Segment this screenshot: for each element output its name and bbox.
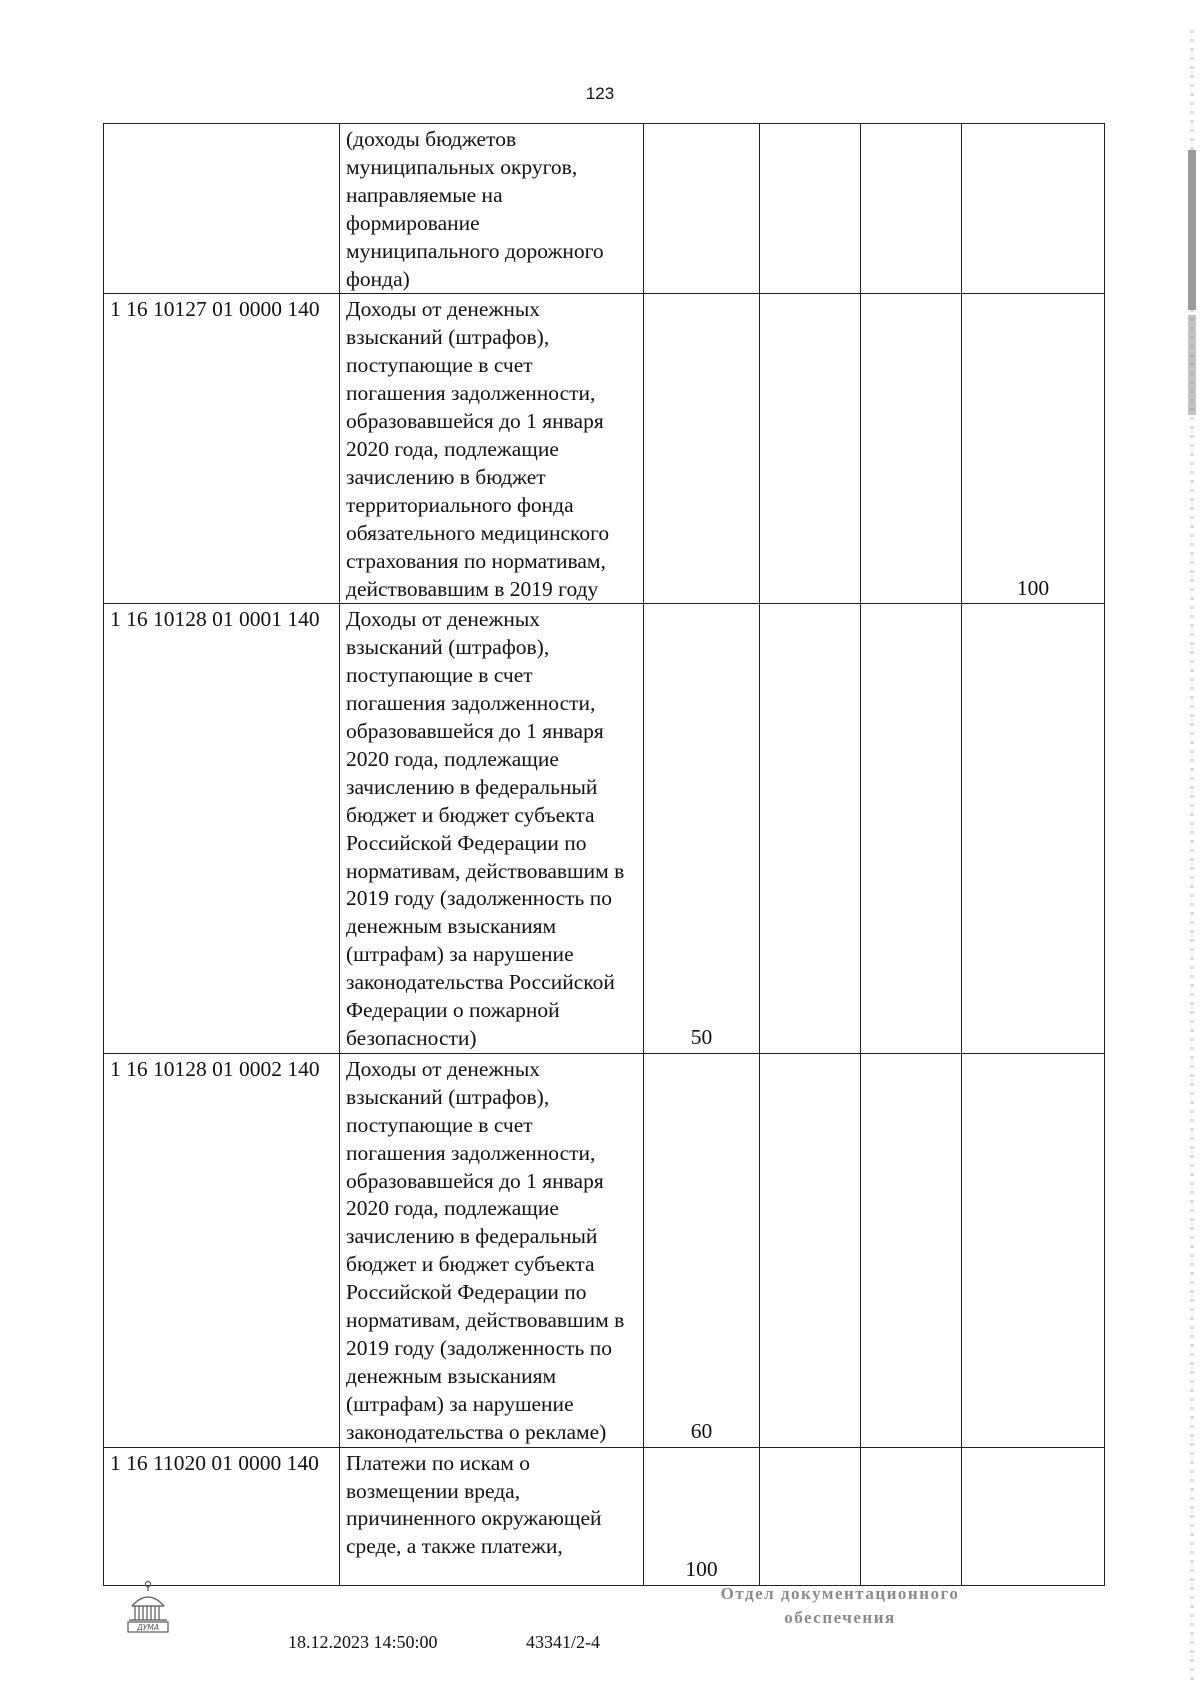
svg-text:ДУМА: ДУМА bbox=[136, 1623, 160, 1632]
value-cell-4 bbox=[962, 1053, 1105, 1447]
value-cell-2 bbox=[760, 124, 861, 294]
value-cell-2 bbox=[760, 604, 861, 1054]
description-cell bbox=[340, 294, 644, 604]
description-text: Доходы от денежных взысканий (штрафов), поступающие в счет погашения задолженности, образовавшейся до 1 января 2020 года, подлежащие зачислению в федеральный бюджет и бюджет субъекта Российской Федерации по нормативам, действовавшим в 2019 году (задолженность по денежным взысканиям (штрафам) за нарушение законодательства о рекламе) bbox=[346, 1056, 625, 1444]
department-stamp bbox=[690, 1582, 990, 1630]
value-cell-2 bbox=[760, 294, 861, 604]
description-text: (доходы бюджетов муниципальных округов, направляемые на формирование муниципального дорожного фонда) bbox=[346, 127, 604, 291]
description-cell bbox=[340, 1053, 644, 1447]
budget-code-cell bbox=[104, 124, 340, 294]
table-row bbox=[104, 604, 1105, 1054]
description-cell bbox=[340, 1447, 644, 1585]
value-cell-1: 60 bbox=[644, 1053, 760, 1447]
value-cell-2 bbox=[760, 1053, 861, 1447]
stamp-line-1: Отдел документационного bbox=[720, 1584, 960, 1603]
value-cell-1 bbox=[644, 124, 760, 294]
description-cell bbox=[340, 604, 644, 1054]
value-cell-1: 100 bbox=[644, 1447, 760, 1585]
duma-building-logo-icon bbox=[124, 1578, 172, 1640]
description-cell bbox=[340, 124, 644, 294]
value-cell-2 bbox=[760, 1447, 861, 1585]
value-cell-4 bbox=[962, 1447, 1105, 1585]
budget-code-cell: 1 16 11020 01 0000 140 bbox=[104, 1447, 340, 1585]
value-cell-3 bbox=[861, 1447, 962, 1585]
description-text: Доходы от денежных взысканий (штрафов), поступающие в счет погашения задолженности, образовавшейся до 1 января 2020 года, подлежащие зачислению в федеральный бюджет и бюджет субъекта Российской Федерации по нормативам, действовавшим в 2019 году (задолженность по денежным взысканиям (штрафам) за нарушение законодательства Российской Федерации о пожарной безопасности) bbox=[346, 607, 625, 1050]
table-row bbox=[104, 124, 1105, 294]
footer-document-number: 43341/2-4 bbox=[526, 1632, 600, 1652]
value-cell-4 bbox=[962, 604, 1105, 1054]
value-cell-3 bbox=[861, 604, 962, 1054]
value-cell-3 bbox=[861, 1053, 962, 1447]
footer-datetime: 18.12.2023 14:50:00 bbox=[288, 1632, 438, 1652]
table-row bbox=[104, 1447, 1105, 1585]
value-cell-4: 100 bbox=[962, 294, 1105, 604]
budget-code-cell: 1 16 10128 01 0002 140 bbox=[104, 1053, 340, 1447]
table-row bbox=[104, 294, 1105, 604]
value-cell-3 bbox=[861, 124, 962, 294]
value-cell-3 bbox=[861, 294, 962, 604]
description-text: Доходы от денежных взысканий (штрафов), поступающие в счет погашения задолженности, образовавшейся до 1 января 2020 года, подлежащие зачислению в бюджет территориального фонда обязательного медицинского страхования по нормативам, действовавшим в 2019 году bbox=[346, 297, 610, 601]
scan-mark bbox=[1188, 150, 1196, 310]
budget-code-cell: 1 16 10128 01 0001 140 bbox=[104, 604, 340, 1054]
value-cell-1 bbox=[644, 294, 760, 604]
page-number: 123 bbox=[585, 84, 615, 103]
scan-mark bbox=[1188, 315, 1196, 415]
budget-code-cell: 1 16 10127 01 0000 140 bbox=[104, 294, 340, 604]
value-cell-4 bbox=[962, 124, 1105, 294]
description-text: Платежи по искам о возмещении вреда, причиненного окружающей среде, а также платежи, bbox=[346, 1450, 602, 1559]
stamp-line-2: обеспечения bbox=[784, 1608, 896, 1627]
budget-revenue-table bbox=[103, 123, 1105, 1586]
table-row bbox=[104, 1053, 1105, 1447]
value-cell-1: 50 bbox=[644, 604, 760, 1054]
